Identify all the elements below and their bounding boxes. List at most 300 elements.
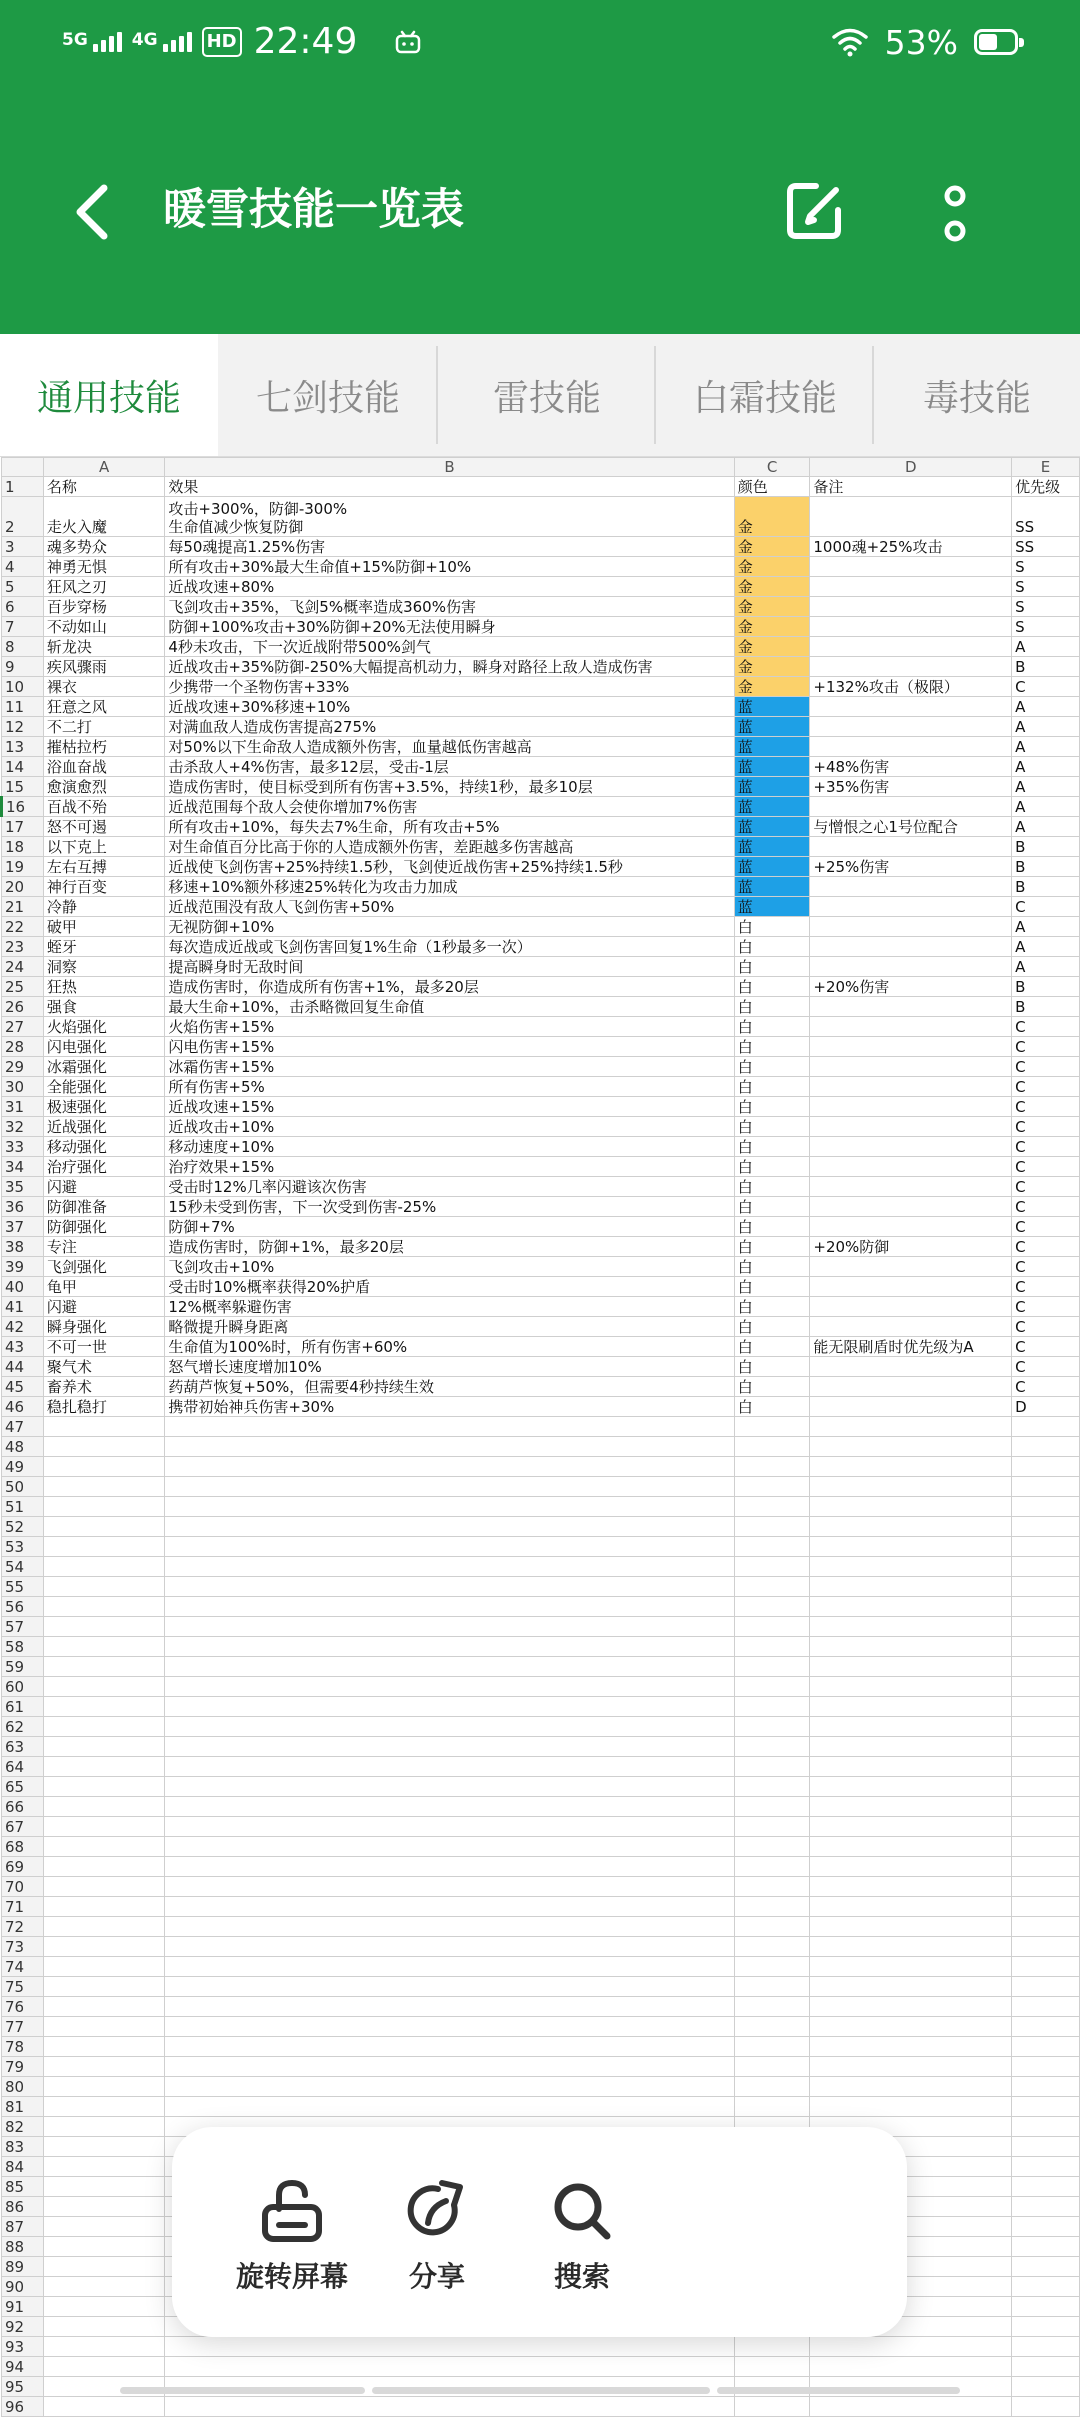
cell-effect[interactable]: 最大生命+10%，击杀略微回复生命值 <box>165 997 734 1017</box>
cell-name[interactable]: 专注 <box>43 1237 165 1257</box>
empty-cell[interactable] <box>734 1677 810 1697</box>
empty-cell[interactable] <box>810 1877 1012 1897</box>
empty-cell[interactable] <box>1012 1877 1080 1897</box>
empty-cell[interactable] <box>810 1917 1012 1937</box>
cell-note[interactable] <box>810 717 1012 737</box>
column-header-d[interactable]: D <box>810 458 1012 477</box>
cell-color[interactable]: 蓝 <box>734 777 810 797</box>
empty-cell[interactable] <box>1012 2277 1080 2297</box>
cell-color[interactable]: 蓝 <box>734 837 810 857</box>
empty-cell[interactable] <box>43 1957 165 1977</box>
cell-color[interactable]: 金 <box>734 537 810 557</box>
empty-cell[interactable] <box>810 1637 1012 1657</box>
row-header[interactable]: 80 <box>2 2077 44 2097</box>
empty-cell[interactable] <box>1012 1597 1080 1617</box>
row-header[interactable]: 51 <box>2 1497 44 1517</box>
cell-color[interactable]: 白 <box>734 1197 810 1217</box>
cell-color[interactable]: 白 <box>734 1357 810 1377</box>
row-header[interactable]: 9 <box>2 657 44 677</box>
empty-cell[interactable] <box>43 2217 165 2237</box>
cell-effect[interactable]: 对生命值百分比高于你的人造成额外伤害，差距越多伤害越高 <box>165 837 734 857</box>
cell-color[interactable]: 白 <box>734 1297 810 1317</box>
empty-cell[interactable] <box>43 1737 165 1757</box>
row-header[interactable]: 32 <box>2 1117 44 1137</box>
empty-cell[interactable] <box>43 1457 165 1477</box>
cell-priority[interactable]: C <box>1012 1157 1080 1177</box>
empty-cell[interactable] <box>43 1417 165 1437</box>
empty-cell[interactable] <box>1012 2297 1080 2317</box>
cell-priority[interactable]: A <box>1012 697 1080 717</box>
empty-cell[interactable] <box>43 2317 165 2337</box>
cell-color[interactable]: 白 <box>734 1077 810 1097</box>
row-header[interactable]: 89 <box>2 2257 44 2277</box>
cell-name[interactable]: 火焰强化 <box>43 1017 165 1037</box>
empty-cell[interactable] <box>1012 2057 1080 2077</box>
row-header[interactable]: 35 <box>2 1177 44 1197</box>
cell-priority[interactable]: A <box>1012 717 1080 737</box>
row-header[interactable]: 28 <box>2 1037 44 1057</box>
empty-cell[interactable] <box>43 1997 165 2017</box>
empty-cell[interactable] <box>1012 2177 1080 2197</box>
empty-cell[interactable] <box>734 1897 810 1917</box>
row-header[interactable]: 86 <box>2 2197 44 2217</box>
cell-note[interactable] <box>810 917 1012 937</box>
row-header[interactable]: 73 <box>2 1937 44 1957</box>
cell-name[interactable]: 畜养术 <box>43 1377 165 1397</box>
spreadsheet-grid[interactable] <box>0 457 1080 2417</box>
cell-name[interactable]: 蛭牙 <box>43 937 165 957</box>
cell-effect[interactable]: 造成伤害时，防御+1%，最多20层 <box>165 1237 734 1257</box>
cell-effect[interactable]: 所有伤害+5% <box>165 1077 734 1097</box>
cell-color[interactable]: 白 <box>734 1317 810 1337</box>
empty-cell[interactable] <box>165 1497 734 1517</box>
cell-priority[interactable]: C <box>1012 1097 1080 1117</box>
empty-cell[interactable] <box>810 1537 1012 1557</box>
cell-effect[interactable]: 飞剑攻击+10% <box>165 1257 734 1277</box>
row-header[interactable]: 12 <box>2 717 44 737</box>
empty-cell[interactable] <box>1012 1957 1080 1977</box>
row-header[interactable]: 92 <box>2 2317 44 2337</box>
empty-cell[interactable] <box>1012 1777 1080 1797</box>
cell-effect[interactable]: 闪电伤害+15% <box>165 1037 734 1057</box>
empty-cell[interactable] <box>1012 1977 1080 1997</box>
empty-cell[interactable] <box>810 1857 1012 1877</box>
cell-effect[interactable]: 近战攻速+30%移速+10% <box>165 697 734 717</box>
empty-cell[interactable] <box>810 2077 1012 2097</box>
row-header[interactable]: 38 <box>2 1237 44 1257</box>
empty-cell[interactable] <box>1012 2017 1080 2037</box>
empty-cell[interactable] <box>810 1737 1012 1757</box>
row-header[interactable]: 26 <box>2 997 44 1017</box>
cell-priority[interactable]: C <box>1012 1217 1080 1237</box>
cell-note[interactable] <box>810 657 1012 677</box>
cell-note[interactable] <box>810 617 1012 637</box>
empty-cell[interactable] <box>1012 2337 1080 2357</box>
empty-cell[interactable] <box>734 1977 810 1997</box>
empty-cell[interactable] <box>43 1857 165 1877</box>
cell-note[interactable] <box>810 737 1012 757</box>
empty-cell[interactable] <box>810 1477 1012 1497</box>
empty-cell[interactable] <box>1012 1837 1080 1857</box>
row-header[interactable]: 24 <box>2 957 44 977</box>
empty-cell[interactable] <box>810 2337 1012 2357</box>
tab-thunder-skills[interactable]: 雷技能 <box>492 377 601 419</box>
empty-cell[interactable] <box>810 1897 1012 1917</box>
empty-cell[interactable] <box>734 1577 810 1597</box>
row-header[interactable]: 91 <box>2 2297 44 2317</box>
empty-cell[interactable] <box>1012 1617 1080 1637</box>
cell-note[interactable]: +20%防御 <box>810 1237 1012 1257</box>
cell-note[interactable]: 1000魂+25%攻击 <box>810 537 1012 557</box>
cell-color[interactable]: 蓝 <box>734 737 810 757</box>
empty-cell[interactable] <box>1012 2197 1080 2217</box>
row-header[interactable]: 55 <box>2 1577 44 1597</box>
cell-color[interactable]: 白 <box>734 1277 810 1297</box>
empty-cell[interactable] <box>734 2337 810 2357</box>
empty-cell[interactable] <box>734 1857 810 1877</box>
cell-note[interactable] <box>810 1377 1012 1397</box>
row-header[interactable]: 10 <box>2 677 44 697</box>
cell-effect[interactable]: 生命值为100%时，所有伤害+60% <box>165 1337 734 1357</box>
empty-cell[interactable] <box>165 1817 734 1837</box>
cell-effect[interactable]: 受击时12%几率闪避该次伤害 <box>165 1177 734 1197</box>
cell-name[interactable]: 全能强化 <box>43 1077 165 1097</box>
empty-cell[interactable] <box>810 1597 1012 1617</box>
empty-cell[interactable] <box>810 1837 1012 1857</box>
cell-note[interactable] <box>810 1117 1012 1137</box>
row-header[interactable]: 61 <box>2 1697 44 1717</box>
cell-priority[interactable]: B <box>1012 877 1080 897</box>
empty-cell[interactable] <box>165 2057 734 2077</box>
cell-name[interactable]: 浴血奋战 <box>43 757 165 777</box>
cell-name[interactable]: 摧枯拉朽 <box>43 737 165 757</box>
empty-cell[interactable] <box>165 1577 734 1597</box>
row-header[interactable]: 88 <box>2 2237 44 2257</box>
empty-cell[interactable] <box>43 2237 165 2257</box>
empty-cell[interactable] <box>165 1877 734 1897</box>
empty-cell[interactable] <box>810 1517 1012 1537</box>
empty-cell[interactable] <box>43 1877 165 1897</box>
cell-priority[interactable]: D <box>1012 1397 1080 1417</box>
row-header[interactable]: 21 <box>2 897 44 917</box>
cell-effect[interactable]: 火焰伤害+15% <box>165 1017 734 1037</box>
cell-priority[interactable]: A <box>1012 817 1080 837</box>
cell-effect[interactable]: 略微提升瞬身距离 <box>165 1317 734 1337</box>
row-header[interactable]: 96 <box>2 2397 44 2417</box>
row-header[interactable]: 56 <box>2 1597 44 1617</box>
empty-cell[interactable] <box>1012 1757 1080 1777</box>
cell-name[interactable]: 瞬身强化 <box>43 1317 165 1337</box>
row-header[interactable]: 45 <box>2 1377 44 1397</box>
row-header[interactable]: 42 <box>2 1317 44 1337</box>
cell-effect[interactable]: 移速+10%额外移速25%转化为攻击力加成 <box>165 877 734 897</box>
empty-cell[interactable] <box>734 2097 810 2117</box>
empty-cell[interactable] <box>810 1777 1012 1797</box>
tab-frost-skills[interactable]: 白霜技能 <box>692 377 837 419</box>
cell-name[interactable]: 破甲 <box>43 917 165 937</box>
cell-color[interactable]: 蓝 <box>734 897 810 917</box>
empty-cell[interactable] <box>1012 2237 1080 2257</box>
empty-cell[interactable] <box>43 2397 165 2417</box>
cell-priority[interactable]: B <box>1012 657 1080 677</box>
empty-cell[interactable] <box>165 1597 734 1617</box>
empty-cell[interactable] <box>734 1737 810 1757</box>
empty-cell[interactable] <box>734 1517 810 1537</box>
empty-cell[interactable] <box>43 1537 165 1557</box>
empty-cell[interactable] <box>165 1957 734 1977</box>
empty-cell[interactable] <box>43 1977 165 1997</box>
cell-note[interactable] <box>810 597 1012 617</box>
column-header-c[interactable]: C <box>734 458 810 477</box>
cell-name[interactable]: 冰霜强化 <box>43 1057 165 1077</box>
row-header[interactable]: 6 <box>2 597 44 617</box>
row-header[interactable]: 44 <box>2 1357 44 1377</box>
cell-color[interactable]: 白 <box>734 937 810 957</box>
empty-cell[interactable] <box>165 1737 734 1757</box>
empty-cell[interactable] <box>734 2397 810 2417</box>
search-button[interactable] <box>497 2127 667 2337</box>
empty-cell[interactable] <box>43 1477 165 1497</box>
empty-cell[interactable] <box>734 1657 810 1677</box>
row-header[interactable]: 19 <box>2 857 44 877</box>
cell-name[interactable]: 狂风之刃 <box>43 577 165 597</box>
empty-cell[interactable] <box>734 1717 810 1737</box>
row-header[interactable]: 22 <box>2 917 44 937</box>
row-header[interactable]: 69 <box>2 1857 44 1877</box>
empty-cell[interactable] <box>165 1997 734 2017</box>
cell-color[interactable]: 白 <box>734 1017 810 1037</box>
cell-effect[interactable]: 飞剑攻击+35%，飞剑5%概率造成360%伤害 <box>165 597 734 617</box>
row-header[interactable]: 29 <box>2 1057 44 1077</box>
empty-cell[interactable] <box>165 1917 734 1937</box>
cell-priority[interactable]: A <box>1012 757 1080 777</box>
cell-color[interactable]: 白 <box>734 1337 810 1357</box>
cell-priority[interactable]: A <box>1012 957 1080 977</box>
row-header[interactable]: 87 <box>2 2217 44 2237</box>
empty-cell[interactable] <box>165 1417 734 1437</box>
cell-note[interactable]: 备注 <box>810 477 1012 497</box>
row-header[interactable]: 49 <box>2 1457 44 1477</box>
cell-effect[interactable]: 少携带一个圣物伤害+33% <box>165 677 734 697</box>
cell-name[interactable]: 百步穿杨 <box>43 597 165 617</box>
empty-cell[interactable] <box>734 1417 810 1437</box>
empty-cell[interactable] <box>165 1537 734 1557</box>
row-header[interactable]: 25 <box>2 977 44 997</box>
cell-effect[interactable]: 击杀敌人+4%伤害，最多12层，受击-1层 <box>165 757 734 777</box>
cell-note[interactable] <box>810 1177 1012 1197</box>
empty-cell[interactable] <box>43 1697 165 1717</box>
row-header[interactable]: 68 <box>2 1837 44 1857</box>
cell-name[interactable]: 魂多势众 <box>43 537 165 557</box>
empty-cell[interactable] <box>43 1517 165 1537</box>
row-header[interactable]: 11 <box>2 697 44 717</box>
cell-priority[interactable]: S <box>1012 617 1080 637</box>
cell-name[interactable]: 闪避 <box>43 1297 165 1317</box>
empty-cell[interactable] <box>734 1917 810 1937</box>
empty-cell[interactable] <box>1012 1817 1080 1837</box>
cell-color[interactable]: 白 <box>734 1057 810 1077</box>
cell-priority[interactable]: C <box>1012 1297 1080 1317</box>
tab-poison-skills[interactable]: 毒技能 <box>922 377 1031 419</box>
empty-cell[interactable] <box>165 1717 734 1737</box>
cell-note[interactable] <box>810 1057 1012 1077</box>
cell-priority[interactable]: C <box>1012 897 1080 917</box>
cell-effect[interactable]: 防御+7% <box>165 1217 734 1237</box>
empty-cell[interactable] <box>165 1697 734 1717</box>
cell-note[interactable] <box>810 837 1012 857</box>
cell-priority[interactable]: B <box>1012 977 1080 997</box>
cell-name[interactable]: 闪电强化 <box>43 1037 165 1057</box>
row-header[interactable]: 41 <box>2 1297 44 1317</box>
empty-cell[interactable] <box>1012 1557 1080 1577</box>
empty-cell[interactable] <box>43 1597 165 1617</box>
cell-priority[interactable]: C <box>1012 1077 1080 1097</box>
empty-cell[interactable] <box>43 2277 165 2297</box>
empty-cell[interactable] <box>1012 1637 1080 1657</box>
cell-priority[interactable]: C <box>1012 1337 1080 1357</box>
row-header[interactable]: 53 <box>2 1537 44 1557</box>
cell-priority[interactable]: C <box>1012 1317 1080 1337</box>
cell-effect[interactable]: 移动速度+10% <box>165 1137 734 1157</box>
row-header[interactable]: 1 <box>2 477 44 497</box>
row-header[interactable]: 13 <box>2 737 44 757</box>
empty-cell[interactable] <box>165 1457 734 1477</box>
row-header[interactable]: 60 <box>2 1677 44 1697</box>
empty-cell[interactable] <box>1012 1737 1080 1757</box>
empty-cell[interactable] <box>734 1877 810 1897</box>
cell-priority[interactable]: C <box>1012 1377 1080 1397</box>
cell-note[interactable] <box>810 1197 1012 1217</box>
cell-priority[interactable]: B <box>1012 857 1080 877</box>
empty-cell[interactable] <box>1012 1997 1080 2017</box>
empty-cell[interactable] <box>165 1677 734 1697</box>
cell-note[interactable] <box>810 1217 1012 1237</box>
empty-cell[interactable] <box>165 2357 734 2377</box>
cell-priority[interactable]: SS <box>1012 537 1080 557</box>
empty-cell[interactable] <box>165 1637 734 1657</box>
cell-color[interactable]: 蓝 <box>734 757 810 777</box>
empty-cell[interactable] <box>734 1617 810 1637</box>
empty-cell[interactable] <box>165 2097 734 2117</box>
cell-note[interactable]: 能无限刷盾时优先级为A <box>810 1337 1012 1357</box>
empty-cell[interactable] <box>43 2057 165 2077</box>
cell-color[interactable]: 颜色 <box>734 477 810 497</box>
empty-cell[interactable] <box>734 1937 810 1957</box>
empty-cell[interactable] <box>1012 1937 1080 1957</box>
empty-cell[interactable] <box>734 1437 810 1457</box>
row-header[interactable]: 33 <box>2 1137 44 1157</box>
empty-cell[interactable] <box>165 2337 734 2357</box>
empty-cell[interactable] <box>43 1617 165 1637</box>
empty-cell[interactable] <box>43 1777 165 1797</box>
cell-priority[interactable]: B <box>1012 837 1080 857</box>
cell-priority[interactable]: C <box>1012 1057 1080 1077</box>
row-header[interactable]: 3 <box>2 537 44 557</box>
empty-cell[interactable] <box>165 2017 734 2037</box>
cell-name[interactable]: 狂意之风 <box>43 697 165 717</box>
cell-priority[interactable]: C <box>1012 1037 1080 1057</box>
empty-cell[interactable] <box>165 1777 734 1797</box>
empty-cell[interactable] <box>43 2177 165 2197</box>
row-header[interactable]: 78 <box>2 2037 44 2057</box>
row-header[interactable]: 90 <box>2 2277 44 2297</box>
empty-cell[interactable] <box>810 1677 1012 1697</box>
empty-cell[interactable] <box>734 1817 810 1837</box>
cell-priority[interactable]: A <box>1012 777 1080 797</box>
row-header[interactable]: 5 <box>2 577 44 597</box>
cell-note[interactable]: +25%伤害 <box>810 857 1012 877</box>
empty-cell[interactable] <box>1012 1497 1080 1517</box>
empty-cell[interactable] <box>1012 2397 1080 2417</box>
cell-name[interactable]: 强食 <box>43 997 165 1017</box>
empty-cell[interactable] <box>810 2037 1012 2057</box>
row-header[interactable]: 43 <box>2 1337 44 1357</box>
empty-cell[interactable] <box>734 1837 810 1857</box>
cell-priority[interactable]: A <box>1012 737 1080 757</box>
empty-cell[interactable] <box>810 1957 1012 1977</box>
empty-cell[interactable] <box>810 1557 1012 1577</box>
empty-cell[interactable] <box>734 1957 810 1977</box>
empty-cell[interactable] <box>1012 1677 1080 1697</box>
cell-name[interactable]: 闪避 <box>43 1177 165 1197</box>
empty-cell[interactable] <box>43 2077 165 2097</box>
row-header[interactable]: 85 <box>2 2177 44 2197</box>
row-header[interactable]: 82 <box>2 2117 44 2137</box>
cell-name[interactable]: 狂热 <box>43 977 165 997</box>
cell-note[interactable] <box>810 577 1012 597</box>
empty-cell[interactable] <box>43 2117 165 2137</box>
empty-cell[interactable] <box>810 1697 1012 1717</box>
cell-effect[interactable]: 4秒未攻击，下一次近战附带500%剑气 <box>165 637 734 657</box>
empty-cell[interactable] <box>810 1997 1012 2017</box>
empty-cell[interactable] <box>810 1437 1012 1457</box>
edit-button[interactable] <box>780 176 850 246</box>
empty-cell[interactable] <box>1012 2097 1080 2117</box>
cell-color[interactable]: 金 <box>734 637 810 657</box>
empty-cell[interactable] <box>43 1817 165 1837</box>
cell-priority[interactable]: C <box>1012 1177 1080 1197</box>
cell-note[interactable]: +132%攻击（极限） <box>810 677 1012 697</box>
cell-note[interactable] <box>810 497 1012 537</box>
empty-cell[interactable] <box>734 1457 810 1477</box>
cell-color[interactable]: 蓝 <box>734 857 810 877</box>
row-header[interactable]: 30 <box>2 1077 44 1097</box>
row-header[interactable]: 7 <box>2 617 44 637</box>
cell-color[interactable]: 白 <box>734 1177 810 1197</box>
cell-note[interactable] <box>810 1157 1012 1177</box>
row-header[interactable]: 72 <box>2 1917 44 1937</box>
cell-effect[interactable]: 效果 <box>165 477 734 497</box>
cell-effect[interactable]: 携带初始神兵伤害+30% <box>165 1397 734 1417</box>
row-header[interactable]: 39 <box>2 1257 44 1277</box>
cell-name[interactable]: 治疗强化 <box>43 1157 165 1177</box>
empty-cell[interactable] <box>810 2017 1012 2037</box>
empty-cell[interactable] <box>810 2097 1012 2117</box>
cell-name[interactable]: 聚气术 <box>43 1357 165 1377</box>
cell-priority[interactable]: A <box>1012 637 1080 657</box>
empty-cell[interactable] <box>43 1657 165 1677</box>
cell-effect[interactable]: 造成伤害时，使目标受到所有伤害+3.5%，持续1秒，最多10层 <box>165 777 734 797</box>
cell-effect[interactable]: 每50魂提高1.25%伤害 <box>165 537 734 557</box>
empty-cell[interactable] <box>734 1697 810 1717</box>
cell-note[interactable]: +48%伤害 <box>810 757 1012 777</box>
tab-seven-sword-skills[interactable]: 七剑技能 <box>255 377 400 419</box>
empty-cell[interactable] <box>734 1637 810 1657</box>
row-header[interactable]: 31 <box>2 1097 44 1117</box>
cell-effect[interactable]: 12%概率躲避伤害 <box>165 1297 734 1317</box>
cell-priority[interactable]: C <box>1012 1257 1080 1277</box>
row-header[interactable]: 20 <box>2 877 44 897</box>
